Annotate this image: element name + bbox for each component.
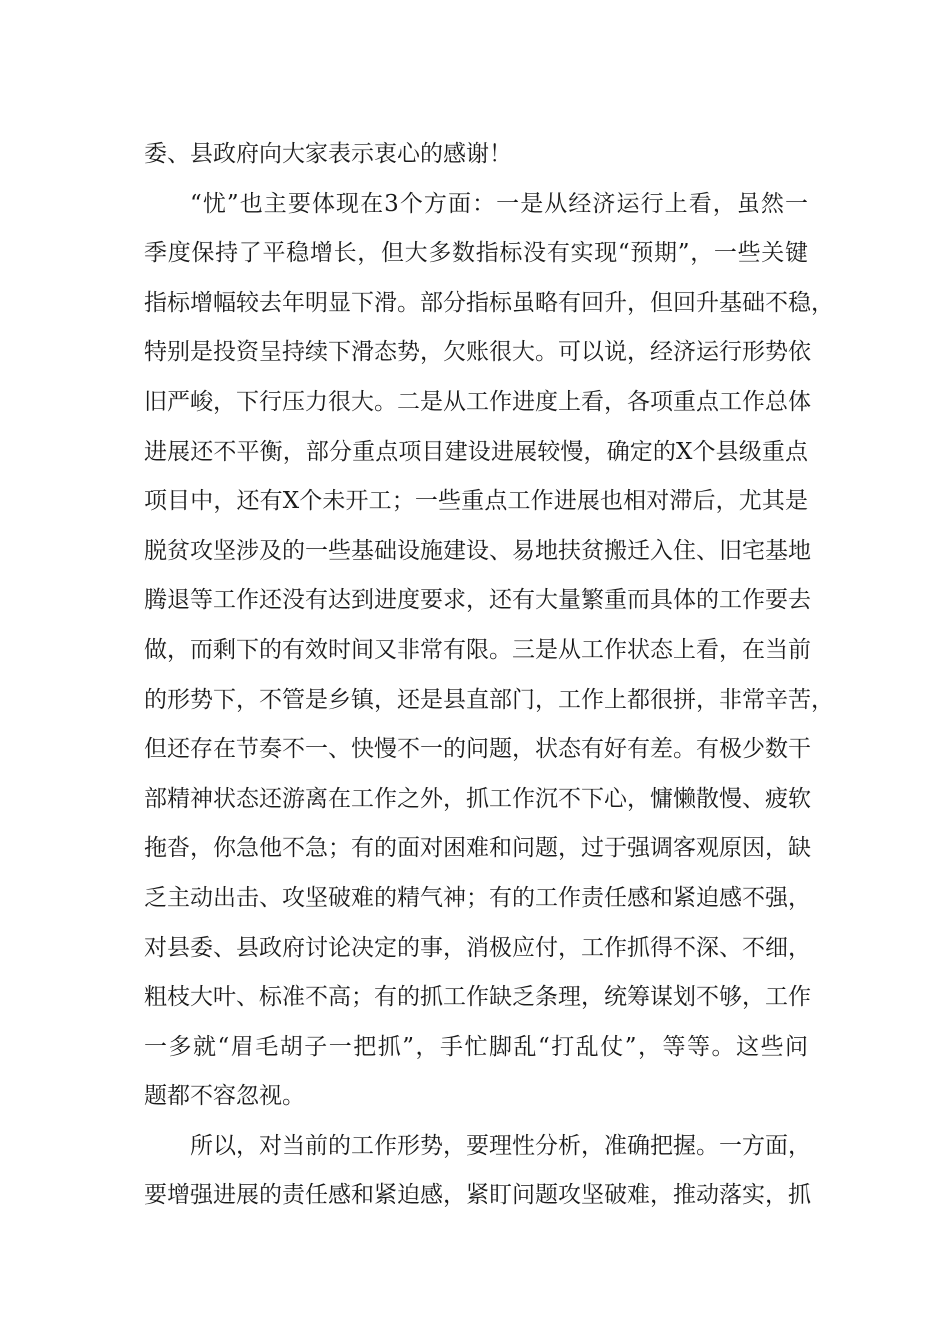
text-line: 粗枝大叶、标准不高；有的抓工作缺乏条理，统筹谋划不够，工作: [144, 984, 811, 1011]
text-line: 乏主动出击、攻坚破难的精气神；有的工作责任感和紧迫感不强，: [144, 884, 811, 911]
text-line: 做，而剩下的有效时间又非常有限。三是从工作状态上看，在当前: [144, 636, 811, 663]
text-line: 委、县政府向大家表示衷心的感谢！: [144, 141, 512, 167]
text-line: 特别是投资呈持续下滑态势，欠账很大。可以说，经济运行形势依: [144, 339, 811, 366]
text-line: 旧严峻，下行压力很大。二是从工作进度上看，各项重点工作总体: [144, 388, 811, 415]
text-line: 的形势下，不管是乡镇，还是县直部门，工作上都很拼，非常辛苦，: [144, 686, 834, 713]
text-line: 所以，对当前的工作形势，要理性分析，准确把握。一方面，: [190, 1132, 811, 1159]
text-line: 季度保持了平稳增长，但大多数指标没有实现“预期”，一些关键: [144, 240, 808, 267]
text-line: 腾退等工作还没有达到进度要求，还有大量繁重而具体的工作要去: [144, 587, 811, 614]
body-text: [144, 130, 834, 1221]
text-line: 部精神状态还游离在工作之外，抓工作沉不下心，慵懒散慢、疲软: [144, 785, 811, 812]
text-line: 拖沓，你急他不急；有的面对困难和问题，过于强调客观原因，缺: [144, 835, 811, 862]
text-line: 项目中，还有X个未开工；一些重点工作进展也相对滞后，尤其是: [144, 488, 808, 515]
text-line: 对县委、县政府讨论决定的事，消极应付，工作抓得不深、不细，: [144, 934, 811, 961]
text-line: 一多就“眉毛胡子一把抓”，手忙脚乱“打乱仗”，等等。这些问: [144, 1033, 808, 1060]
text-line: 进展还不平衡，部分重点项目建设进展较慢，确定的X个县级重点: [144, 438, 808, 465]
text-line: “忧”也主要体现在3个方面：一是从经济运行上看，虽然一: [190, 190, 808, 217]
text-line: 题都不容忽视。: [144, 1083, 305, 1110]
text-line: 但还存在节奏不一、快慢不一的问题，状态有好有差。有极少数干: [144, 736, 811, 763]
text-line: 指标增幅较去年明显下滑。部分指标虽略有回升，但回升基础不稳，: [144, 289, 834, 316]
text-line: 脱贫攻坚涉及的一些基础设施建设、易地扶贫搬迁入住、旧宅基地: [144, 537, 811, 564]
text-line: 要增强进展的责任感和紧迫感，紧盯问题攻坚破难，推动落实，抓: [144, 1182, 811, 1209]
